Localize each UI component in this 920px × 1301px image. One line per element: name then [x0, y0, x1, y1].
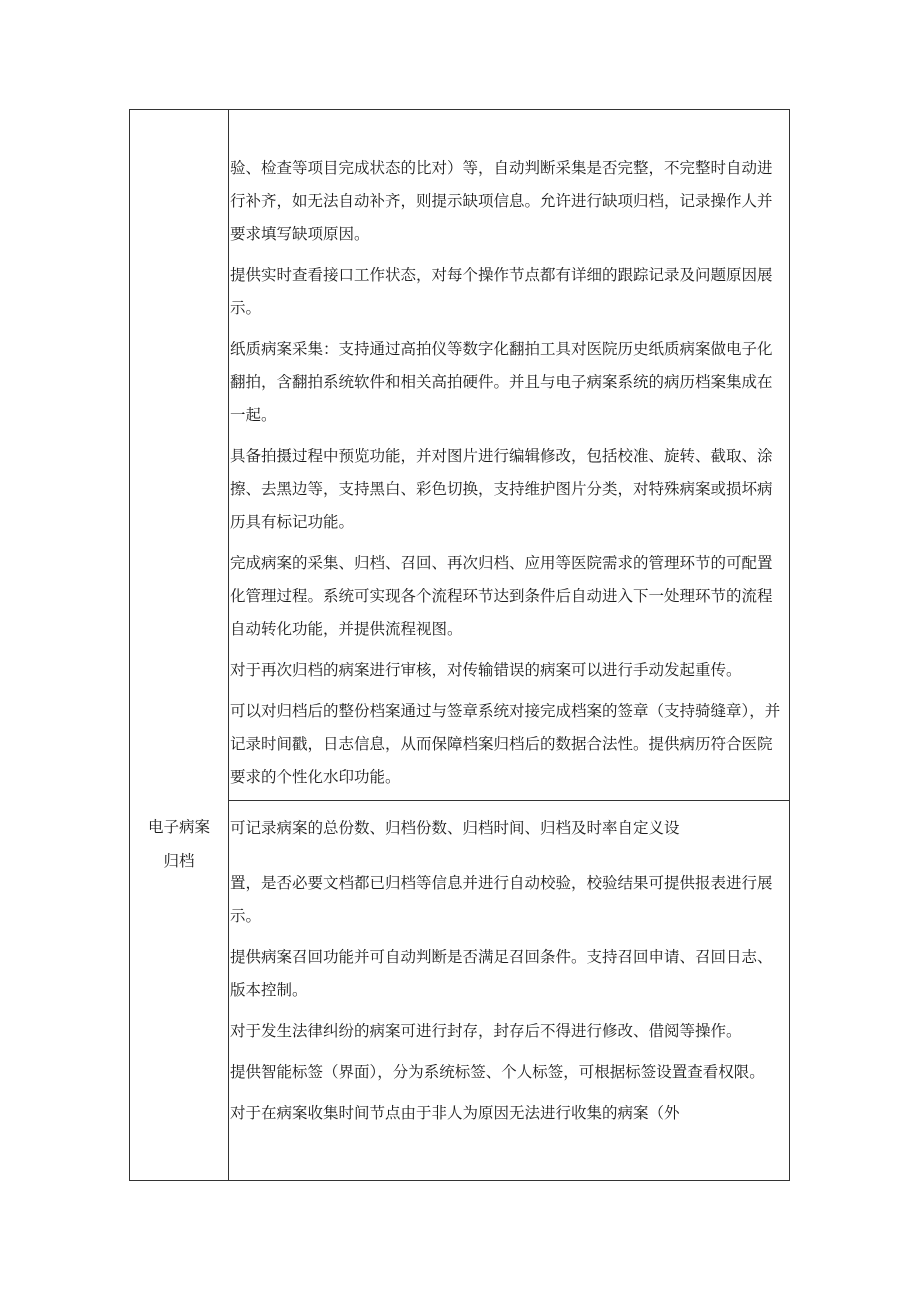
paragraph: 提供病案召回功能并可自动判断是否满足召回条件。支持召回申请、召回日志、版本控制。 [230, 948, 773, 999]
requirements-table [129, 109, 790, 1181]
paragraph: 提供智能标签（界面），分为系统标签、个人标签，可根据标签设置查看权限。 [230, 1063, 765, 1081]
paragraph: 可记录病案的总份数、归档份数、归档时间、归档及时率自定义设 [230, 819, 680, 837]
paragraph: 提供实时查看接口工作状态，对每个操作节点都有详细的跟踪记录及问题原因展示。 [230, 266, 773, 317]
paragraph: 验、检查等项目完成状态的比对）等，自动判断采集是否完整，不完整时自动进行补齐，如无法自动补齐，则提示缺项信息。允许进行缺项归档，记录操作人并要求填写缺项原因。 [230, 159, 773, 243]
paragraph: 完成病案的采集、归档、召回、再次归档、应用等医院需求的管理环节的可配置化管理过程。系统可实现各个流程环节达到条件后自动进入下一处理环节的流程自动转化功能，并提供流程视图。 [230, 554, 773, 638]
section-label-line: 归档 [163, 852, 195, 870]
paragraph: 对于发生法律纠纷的病案可进行封存，封存后不得进行修改、借阅等操作。 [230, 1022, 742, 1040]
paragraph: 对于在病案收集时间节点由于非人为原因无法进行收集的病案（外 [230, 1104, 680, 1122]
paragraph: 置，是否必要文档都已归档等信息并进行自动校验，校验结果可提供报表进行展示。 [230, 874, 773, 925]
section-label-line: 电子病案 [147, 818, 210, 836]
column-divider [228, 110, 229, 1180]
paragraph: 具备拍摄过程中预览功能，并对图片进行编辑修改，包括校准、旋转、截取、涂擦、去黑边等，支持黑白、彩色切换，支持维护图片分类，对特殊病案或损坏病历具有标记功能。 [230, 447, 773, 531]
lower-content-cell [230, 812, 791, 1138]
paragraph: 对于再次归档的病案进行审核，对传输错误的病案可以进行手动发起重传。 [230, 661, 742, 679]
section-label-cell [130, 810, 228, 878]
paragraph: 可以对归档后的整份档案通过与签章系统对接完成档案的签章（支持骑缝章），并记录时间戳，日志信息，从而保障档案归档后的数据合法性。提供病历符合医院要求的个性化水印功能。 [230, 702, 781, 786]
paragraph: 纸质病案采集：支持通过高拍仪等数字化翻拍工具对医院历史纸质病案做电子化翻拍，含翻拍系统软件和相关高拍硬件。并且与电子病案系统的病历档案集成在一起。 [230, 340, 773, 424]
upper-content-cell [230, 152, 791, 802]
